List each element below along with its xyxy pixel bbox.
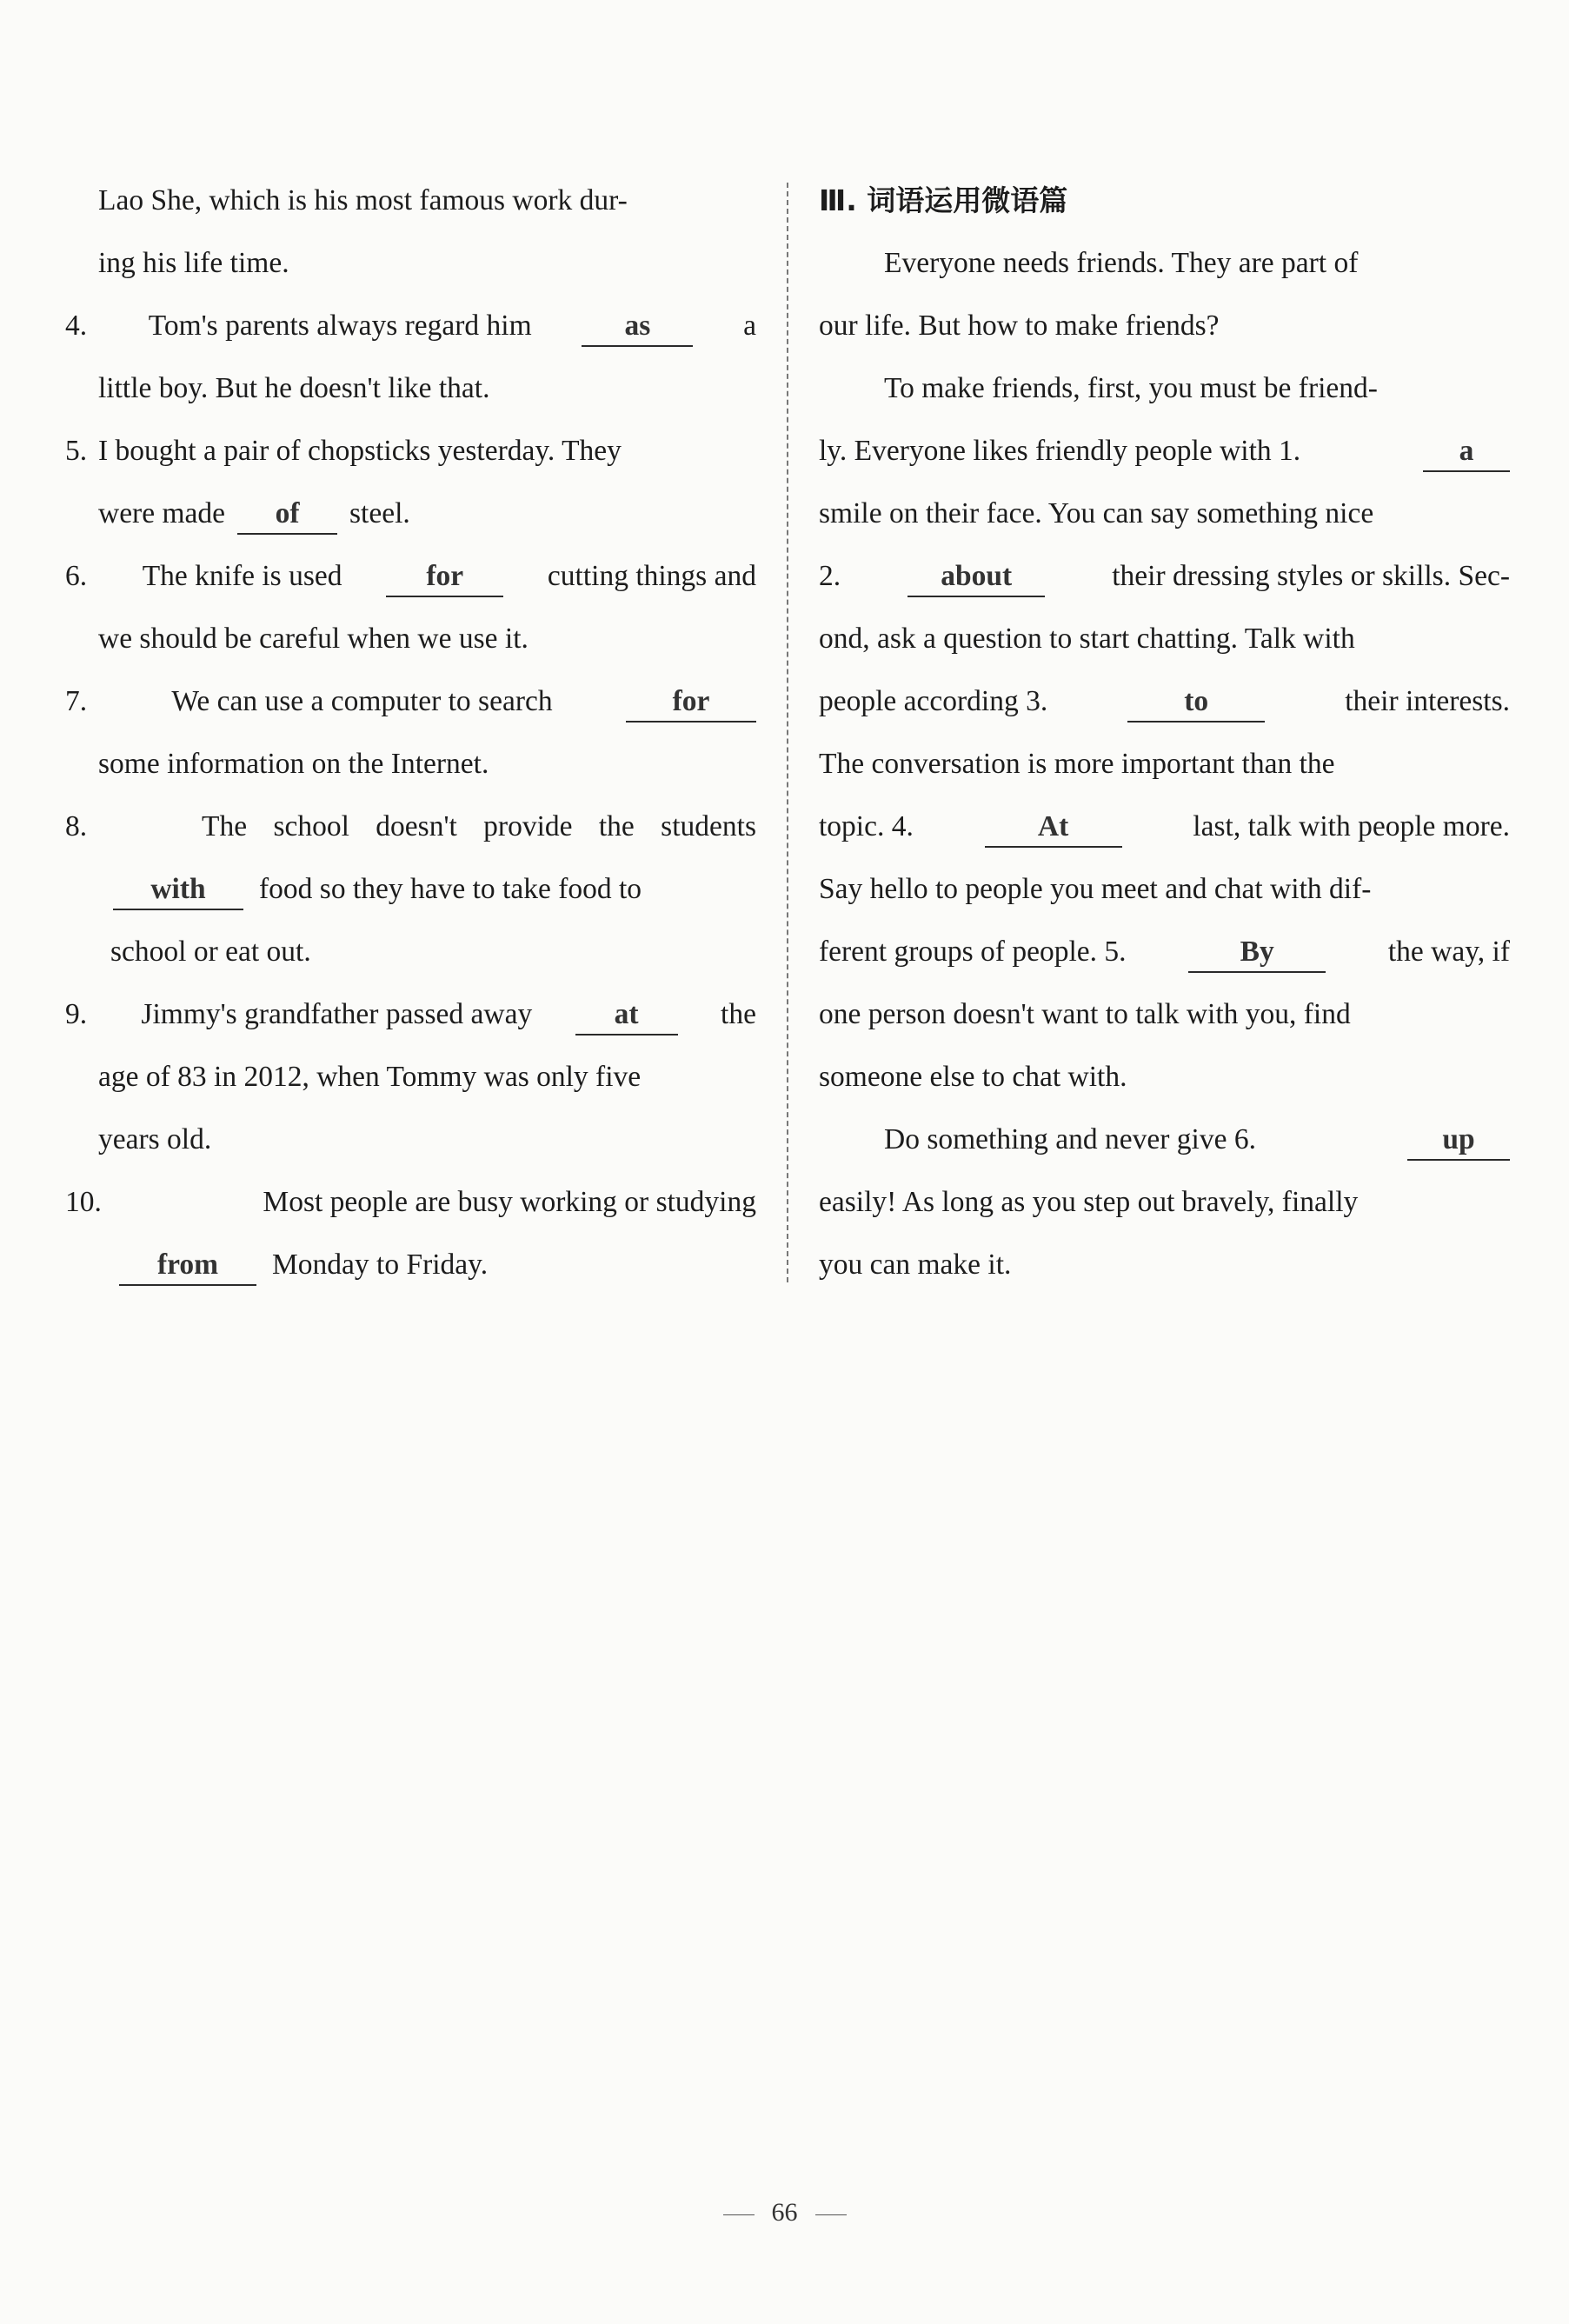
- question-7: 7. We can use a computer to search for: [65, 670, 756, 733]
- answer-blank-6: up: [1407, 1121, 1510, 1161]
- paragraph-2-line-3: smile on their face. You can say something nice: [819, 497, 1374, 529]
- question-4: [65, 295, 756, 357]
- left-column: [65, 170, 756, 1296]
- question-number: 6.: [65, 560, 88, 592]
- question-number: 5.: [65, 435, 88, 467]
- question-number: 10.: [65, 1186, 102, 1218]
- paragraph-1-line-2: our life. But how to make friends?: [819, 310, 1220, 342]
- question-10-line-2: from Monday to Friday.: [65, 1234, 756, 1296]
- question-8: 8. The school doesn't provide the students: [65, 796, 756, 858]
- paragraph-2-line-2: ly. Everyone likes friendly people with 1. a: [819, 420, 1510, 483]
- question-4-line-2: little boy. But he doesn't like that.: [98, 372, 490, 404]
- answer-blank: for: [386, 557, 503, 597]
- paragraph-2-line-9: Say hello to people you meet and chat with dif-: [819, 873, 1372, 905]
- question-text: a: [743, 310, 756, 342]
- question-text: I bought a pair of chopsticks yesterday. They: [98, 435, 622, 467]
- right-column: [819, 170, 1510, 1296]
- answer-blank-2: about: [907, 557, 1045, 597]
- continuation-line-2: ing his life time.: [98, 247, 289, 279]
- question-7-line-2: some information on the Internet.: [98, 748, 489, 780]
- paragraph-1-line-1: Everyone needs friends. They are part of: [884, 247, 1359, 279]
- paragraph-2-line-1: To make friends, first, you must be friend-: [884, 372, 1378, 404]
- answer-blank-5: By: [1188, 933, 1326, 973]
- paragraph-2-line-12: someone else to chat with.: [819, 1061, 1127, 1093]
- question-5: [65, 420, 756, 483]
- answer-blank-1: a: [1423, 432, 1510, 472]
- question-5-line-2: were made of steel.: [65, 483, 756, 545]
- dash-right: [815, 2214, 847, 2215]
- answer-blank: as: [582, 307, 693, 347]
- question-number: 7.: [65, 685, 88, 717]
- question-number: 4.: [65, 310, 88, 342]
- question-9: 9. Jimmy's grandfather passed away at the: [65, 983, 756, 1046]
- question-6: 6. The knife is used for cutting things and: [65, 545, 756, 608]
- answer-blank: of: [237, 495, 337, 535]
- answer-blank-3: to: [1127, 683, 1265, 723]
- question-9-line-3: years old.: [98, 1123, 212, 1155]
- question-9-line-2: age of 83 in 2012, when Tommy was only five: [98, 1061, 642, 1093]
- column-divider: [787, 183, 788, 1282]
- answer-blank-4: At: [985, 808, 1122, 848]
- question-number: 8.: [65, 810, 88, 842]
- question-8-line-2: with food so they have to take food to: [65, 858, 756, 921]
- paragraph-2-line-4: 2. about their dressing styles or skills. Sec-: [819, 545, 1510, 608]
- answer-blank: from: [119, 1246, 256, 1286]
- paragraph-2-line-10: ferent groups of people. 5. By the way, if: [819, 921, 1510, 983]
- paragraph-2-line-8: topic. 4. At last, talk with people more.: [819, 796, 1510, 858]
- page-number: 66: [0, 2198, 1569, 2227]
- section-heading: Ⅲ. 词语运用微语篇: [819, 183, 1068, 217]
- paragraph-3-line-1: Do something and never give 6. up: [819, 1109, 1510, 1171]
- continuation-line-1: Lao She, which is his most famous work dur-: [98, 184, 628, 216]
- paragraph-3-line-3: you can make it.: [819, 1249, 1012, 1281]
- question-8-line-3: school or eat out.: [110, 936, 311, 968]
- paragraph-2-line-11: one person doesn't want to talk with you, find: [819, 998, 1351, 1030]
- paragraph-2-line-5: ond, ask a question to start chatting. Talk with: [819, 623, 1355, 655]
- question-text: Tom's parents always regard him: [148, 310, 532, 342]
- answer-blank: with: [113, 870, 243, 910]
- question-10: 10. Most people are busy working or studying: [65, 1171, 756, 1234]
- paragraph-3-line-2: easily! As long as you step out bravely, finally: [819, 1186, 1359, 1218]
- question-6-line-2: we should be careful when we use it.: [98, 623, 529, 655]
- answer-blank: for: [626, 683, 756, 723]
- dash-left: [723, 2214, 755, 2215]
- answer-blank: at: [575, 996, 678, 1035]
- paragraph-2-line-6: people according 3. to their interests.: [819, 670, 1510, 733]
- question-number: 9.: [65, 998, 88, 1030]
- paragraph-2-line-7: The conversation is more important than the: [819, 748, 1335, 780]
